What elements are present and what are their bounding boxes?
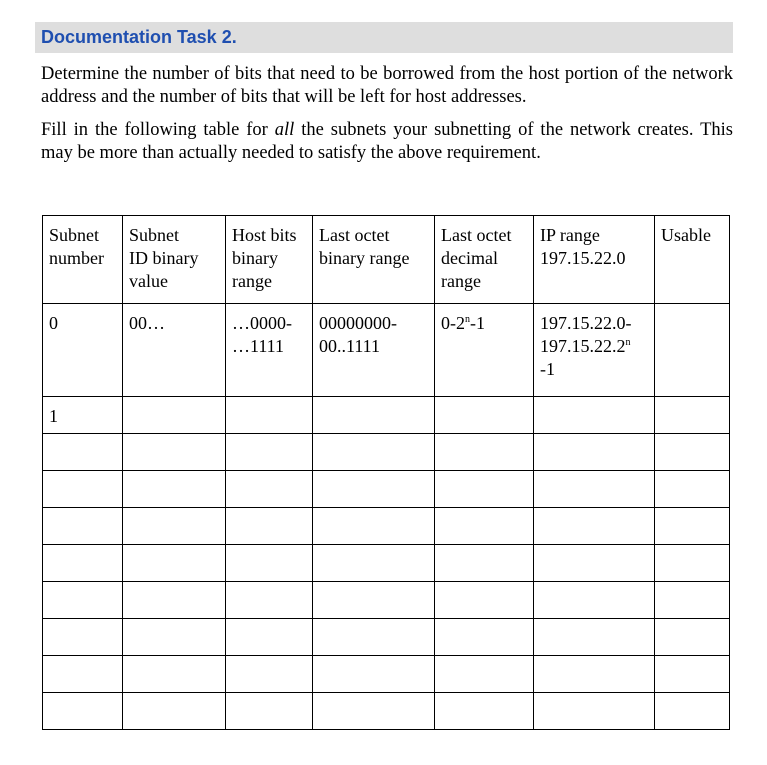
table-cell[interactable] — [226, 582, 313, 619]
header-text: Subnet — [49, 225, 100, 245]
header-text: IP range — [540, 225, 600, 245]
instruction-paragraph-1: Determine the number of bits that need to be borrowed from the host portion of the network address and the number of bits that will be left for host addresses. — [41, 64, 733, 107]
table-cell[interactable] — [313, 545, 435, 582]
header-text: binary range — [319, 248, 410, 268]
cell-usable[interactable] — [655, 397, 730, 434]
table-cell[interactable] — [435, 619, 534, 656]
cell-usable[interactable] — [655, 304, 730, 397]
table-cell[interactable] — [655, 545, 730, 582]
cell-text: -1 — [470, 313, 485, 333]
table-cell[interactable] — [534, 693, 655, 730]
table-cell[interactable] — [435, 582, 534, 619]
table-cell[interactable] — [313, 434, 435, 471]
cell-last-octet-binary[interactable] — [313, 304, 435, 397]
table-cell[interactable] — [534, 619, 655, 656]
cell-ip-range[interactable] — [534, 397, 655, 434]
subnet-table — [42, 215, 730, 730]
cell-last-octet-decimal[interactable] — [435, 304, 534, 397]
superscript: n — [465, 314, 470, 325]
header-host-bits — [226, 216, 313, 304]
cell-subnet-id[interactable] — [123, 397, 226, 434]
table-cell[interactable] — [534, 434, 655, 471]
section-heading: Documentation Task 2. — [35, 22, 733, 53]
table-cell[interactable] — [123, 656, 226, 693]
header-text: range — [441, 271, 481, 291]
table-cell[interactable] — [226, 545, 313, 582]
table-cell[interactable] — [123, 693, 226, 730]
paragraph2-emphasis: all — [274, 120, 295, 140]
table-row — [43, 619, 730, 656]
header-text: Last octet — [441, 225, 512, 245]
header-text: Usable — [661, 225, 711, 245]
header-last-octet-decimal — [435, 216, 534, 304]
table-header-row — [43, 216, 730, 304]
table-cell[interactable] — [226, 656, 313, 693]
table-cell[interactable] — [226, 508, 313, 545]
table-cell[interactable] — [435, 508, 534, 545]
cell-text: 00..1111 — [319, 336, 380, 356]
cell-subnet-number[interactable]: 0 — [43, 304, 123, 397]
cell-text: …1111 — [232, 336, 284, 356]
table-cell[interactable] — [655, 693, 730, 730]
header-text: Host bits — [232, 225, 297, 245]
table-cell[interactable] — [43, 508, 123, 545]
table-cell[interactable] — [123, 434, 226, 471]
table-cell[interactable] — [43, 545, 123, 582]
cell-text: …0000- — [232, 313, 292, 333]
table-cell[interactable] — [534, 508, 655, 545]
cell-last-octet-decimal[interactable] — [435, 397, 534, 434]
table-cell[interactable] — [435, 545, 534, 582]
table-cell[interactable] — [655, 434, 730, 471]
instruction-paragraph-2 — [41, 119, 733, 165]
table-row — [43, 508, 730, 545]
header-usable — [655, 216, 730, 304]
table-cell[interactable] — [435, 471, 534, 508]
cell-ip-range[interactable] — [534, 304, 655, 397]
table-cell[interactable] — [534, 545, 655, 582]
table-cell[interactable] — [534, 471, 655, 508]
cell-text: 197.15.22.2 — [540, 336, 626, 356]
table-cell[interactable] — [655, 508, 730, 545]
table-cell[interactable] — [435, 434, 534, 471]
cell-host-bits[interactable] — [226, 304, 313, 397]
table-cell[interactable] — [226, 434, 313, 471]
header-text: Subnet — [129, 225, 180, 245]
table-cell[interactable] — [313, 619, 435, 656]
header-text: 197.15.22.0 — [540, 248, 626, 268]
table-cell[interactable] — [313, 656, 435, 693]
table-row — [43, 693, 730, 730]
table-cell[interactable] — [655, 471, 730, 508]
header-text: binary — [232, 248, 278, 268]
table-cell[interactable] — [43, 656, 123, 693]
table-cell[interactable] — [435, 693, 534, 730]
table-cell[interactable] — [313, 693, 435, 730]
cell-text-line — [540, 335, 648, 358]
table-cell[interactable] — [226, 619, 313, 656]
cell-text: 197.15.22.0- — [540, 313, 632, 333]
paragraph2-text-start: Fill in the following table for — [41, 120, 275, 140]
cell-text: 00000000- — [319, 313, 397, 333]
table-cell[interactable] — [534, 582, 655, 619]
table-cell[interactable] — [43, 693, 123, 730]
cell-host-bits[interactable] — [226, 397, 313, 434]
table-row — [43, 471, 730, 508]
table-cell[interactable] — [226, 693, 313, 730]
header-text: number — [49, 248, 104, 268]
header-ip-range — [534, 216, 655, 304]
header-text: range — [232, 271, 272, 291]
table-cell[interactable] — [43, 582, 123, 619]
table-row — [43, 304, 730, 397]
header-subnet-number — [43, 216, 123, 304]
table-cell[interactable] — [43, 471, 123, 508]
table-cell[interactable] — [123, 471, 226, 508]
cell-subnet-id[interactable]: 00… — [123, 304, 226, 397]
table-cell[interactable] — [43, 619, 123, 656]
cell-subnet-number[interactable]: 1 — [43, 397, 123, 434]
header-text: value — [129, 271, 168, 291]
table-cell[interactable] — [313, 508, 435, 545]
table-row — [43, 397, 730, 434]
table-cell[interactable] — [313, 471, 435, 508]
table-cell[interactable] — [43, 434, 123, 471]
table-cell[interactable] — [123, 508, 226, 545]
table-cell[interactable] — [655, 656, 730, 693]
table-cell[interactable] — [655, 619, 730, 656]
paragraph2-text-end: the subnets your subnetting of the network creates. This may be more than actually needed to satisfy the above requirement. — [41, 120, 733, 163]
header-text: ID binary — [129, 248, 199, 268]
table-cell[interactable] — [534, 656, 655, 693]
header-subnet-id — [123, 216, 226, 304]
table-cell[interactable] — [123, 545, 226, 582]
table-row — [43, 434, 730, 471]
header-text: decimal — [441, 248, 498, 268]
table-cell[interactable] — [655, 582, 730, 619]
header-text: Last octet — [319, 225, 390, 245]
table-cell[interactable] — [123, 619, 226, 656]
cell-text: -1 — [540, 359, 555, 379]
table-cell[interactable] — [313, 582, 435, 619]
table-cell[interactable] — [226, 471, 313, 508]
table-row — [43, 656, 730, 693]
table-row — [43, 545, 730, 582]
table-cell[interactable] — [435, 656, 534, 693]
table-row — [43, 582, 730, 619]
header-last-octet-binary — [313, 216, 435, 304]
table-cell[interactable] — [123, 582, 226, 619]
cell-last-octet-binary[interactable] — [313, 397, 435, 434]
cell-text: 0-2 — [441, 313, 465, 333]
superscript: n — [625, 337, 631, 348]
